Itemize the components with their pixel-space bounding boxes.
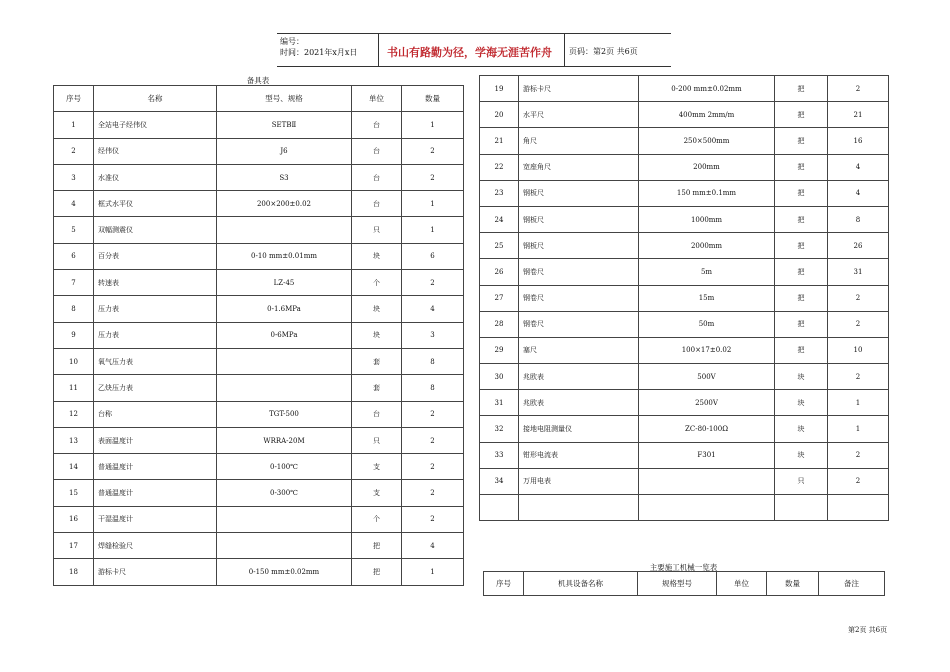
equipment-table-left (53, 85, 464, 586)
cell-name: 角尺 (519, 128, 639, 154)
cell-name: 兆欧表 (519, 364, 639, 390)
cell-spec: 2500V (639, 390, 775, 416)
cell-unit: 套 (352, 348, 402, 374)
cell-spec (639, 468, 775, 494)
table-row (480, 233, 889, 259)
table-row (54, 296, 464, 322)
cell-name: 钢板尺 (519, 180, 639, 206)
cell-index: 1 (54, 112, 94, 138)
cell-index: 32 (480, 416, 519, 442)
table-row (480, 468, 889, 494)
cell-qty: 21 (828, 102, 889, 128)
cell-spec: 0-100℃ (217, 454, 352, 480)
column-header: 备注 (819, 572, 885, 596)
cell-qty: 4 (828, 154, 889, 180)
table-row (480, 416, 889, 442)
cell-unit: 台 (352, 112, 402, 138)
table-row (480, 76, 889, 102)
cell-name: 钢板尺 (519, 206, 639, 232)
cell-name: 经伟仪 (94, 138, 217, 164)
cell-qty: 2 (402, 506, 464, 532)
cell-qty: 8 (828, 206, 889, 232)
cell-qty: 4 (402, 296, 464, 322)
header-divider (564, 34, 565, 66)
table-row (54, 427, 464, 453)
cell-index: 29 (480, 337, 519, 363)
table-row (54, 217, 464, 243)
cell-index: 26 (480, 259, 519, 285)
empty-cell (828, 495, 889, 521)
cell-name: 表面温度计 (94, 427, 217, 453)
cell-unit: 台 (352, 138, 402, 164)
cell-unit: 把 (775, 102, 828, 128)
table-row (480, 180, 889, 206)
cell-unit: 把 (775, 206, 828, 232)
cell-spec: J6 (217, 138, 352, 164)
table-row (480, 337, 889, 363)
cell-name: 双幅测震仪 (94, 217, 217, 243)
cell-spec: 100×17±0.02 (639, 337, 775, 363)
cell-unit: 支 (352, 454, 402, 480)
cell-spec: LZ-45 (217, 270, 352, 296)
cell-name: 框式水平仪 (94, 191, 217, 217)
cell-name: 宽座角尺 (519, 154, 639, 180)
cell-name: 游标卡尺 (94, 559, 217, 585)
cell-unit: 套 (352, 375, 402, 401)
table-row (54, 454, 464, 480)
cell-name: 压力表 (94, 296, 217, 322)
cell-name: 全站电子经伟仪 (94, 112, 217, 138)
table-row (54, 401, 464, 427)
cell-spec (217, 217, 352, 243)
cell-index: 20 (480, 102, 519, 128)
cell-index: 31 (480, 390, 519, 416)
cell-unit: 把 (775, 311, 828, 337)
cell-qty: 4 (828, 180, 889, 206)
cell-index: 12 (54, 401, 94, 427)
cell-unit: 个 (352, 506, 402, 532)
number-label: 编号： (280, 37, 304, 46)
cell-qty: 2 (828, 311, 889, 337)
cell-qty: 2 (828, 468, 889, 494)
cell-unit: 把 (775, 259, 828, 285)
cell-spec: 500V (639, 364, 775, 390)
cell-qty: 1 (402, 217, 464, 243)
empty-cell (775, 495, 828, 521)
cell-qty: 2 (402, 427, 464, 453)
cell-qty: 31 (828, 259, 889, 285)
cell-name: 乙炔压力表 (94, 375, 217, 401)
table-row (54, 164, 464, 190)
table-row (54, 112, 464, 138)
cell-index: 24 (480, 206, 519, 232)
table-row (480, 364, 889, 390)
table-row (54, 270, 464, 296)
cell-spec: 150 mm±0.1mm (639, 180, 775, 206)
cell-unit: 把 (352, 533, 402, 559)
cell-qty: 1 (828, 390, 889, 416)
cell-name: 钳形电流表 (519, 442, 639, 468)
table-row (480, 259, 889, 285)
cell-spec: 0-200 mm±0.02mm (639, 76, 775, 102)
cell-unit: 台 (352, 164, 402, 190)
cell-index: 23 (480, 180, 519, 206)
table-row (54, 322, 464, 348)
cell-index: 9 (54, 322, 94, 348)
cell-name: 钢卷尺 (519, 311, 639, 337)
page-footer: 第2页 共6页 (848, 626, 888, 634)
table-row (54, 533, 464, 559)
cell-qty: 16 (828, 128, 889, 154)
cell-spec: 0-1.6MPa (217, 296, 352, 322)
cell-name: 兆欧表 (519, 390, 639, 416)
cell-name: 万用电表 (519, 468, 639, 494)
cell-index: 17 (54, 533, 94, 559)
column-header: 序号 (484, 572, 524, 596)
cell-name: 百分表 (94, 243, 217, 269)
cell-index: 34 (480, 468, 519, 494)
cell-qty: 2 (402, 270, 464, 296)
cell-qty: 10 (828, 337, 889, 363)
cell-index: 33 (480, 442, 519, 468)
cell-name: 塞尺 (519, 337, 639, 363)
cell-qty: 2 (828, 364, 889, 390)
cell-index: 15 (54, 480, 94, 506)
empty-cell (480, 495, 519, 521)
cell-spec: 5m (639, 259, 775, 285)
cell-unit: 把 (775, 76, 828, 102)
cell-qty: 4 (402, 533, 464, 559)
cell-spec: F301 (639, 442, 775, 468)
cell-spec: ZC-80-100Ω (639, 416, 775, 442)
cell-unit: 块 (352, 243, 402, 269)
cell-qty: 2 (402, 138, 464, 164)
cell-unit: 把 (775, 285, 828, 311)
table-row (54, 506, 464, 532)
cell-qty: 2 (402, 164, 464, 190)
table-row (480, 311, 889, 337)
table-row (54, 243, 464, 269)
machines-table-title: 主要施工机械一览表 (649, 563, 718, 572)
cell-unit: 台 (352, 401, 402, 427)
cell-unit: 块 (775, 364, 828, 390)
cell-index: 21 (480, 128, 519, 154)
cell-spec: TGT-500 (217, 401, 352, 427)
cell-spec: 200×200±0.02 (217, 191, 352, 217)
cell-unit: 只 (352, 427, 402, 453)
table-row (480, 206, 889, 232)
cell-spec: S3 (217, 164, 352, 190)
table-row (54, 138, 464, 164)
empty-cell (519, 495, 639, 521)
cell-unit: 把 (775, 128, 828, 154)
cell-index: 22 (480, 154, 519, 180)
cell-name: 钢卷尺 (519, 259, 639, 285)
cell-name: 台称 (94, 401, 217, 427)
cell-spec: 0-10 mm±0.01mm (217, 243, 352, 269)
cell-name: 普通温度计 (94, 454, 217, 480)
cell-qty: 2 (828, 76, 889, 102)
table-row (54, 375, 464, 401)
cell-unit: 个 (352, 270, 402, 296)
column-header: 单位 (352, 86, 402, 112)
cell-name: 钢板尺 (519, 233, 639, 259)
cell-index: 11 (54, 375, 94, 401)
header-meta (280, 36, 357, 58)
cell-index: 27 (480, 285, 519, 311)
header-divider (378, 34, 379, 66)
cell-name: 水准仪 (94, 164, 217, 190)
cell-name: 接地电阻测量仪 (519, 416, 639, 442)
cell-index: 6 (54, 243, 94, 269)
equipment-table-title: 备具表 (246, 76, 270, 85)
table-row (480, 102, 889, 128)
cell-name: 干湿温度计 (94, 506, 217, 532)
column-header: 型号、规格 (217, 86, 352, 112)
cell-name: 钢卷尺 (519, 285, 639, 311)
cell-name: 氧气压力表 (94, 348, 217, 374)
cell-unit: 块 (775, 416, 828, 442)
cell-spec: 0-6MPa (217, 322, 352, 348)
table-header-row (484, 572, 885, 596)
cell-spec: 2000mm (639, 233, 775, 259)
cell-index: 28 (480, 311, 519, 337)
column-header: 单位 (717, 572, 767, 596)
cell-qty: 2 (402, 480, 464, 506)
page-header (277, 33, 671, 67)
column-header: 序号 (54, 86, 94, 112)
cell-unit: 把 (352, 559, 402, 585)
cell-qty: 26 (828, 233, 889, 259)
cell-qty: 6 (402, 243, 464, 269)
cell-spec: 0-300℃ (217, 480, 352, 506)
cell-unit: 支 (352, 480, 402, 506)
cell-qty: 1 (828, 416, 889, 442)
cell-unit: 只 (352, 217, 402, 243)
cell-qty: 1 (402, 191, 464, 217)
cell-qty: 2 (828, 285, 889, 311)
cell-unit: 把 (775, 337, 828, 363)
cell-index: 3 (54, 164, 94, 190)
cell-spec: 15m (639, 285, 775, 311)
cell-index: 4 (54, 191, 94, 217)
cell-index: 30 (480, 364, 519, 390)
table-row (480, 154, 889, 180)
cell-index: 2 (54, 138, 94, 164)
cell-qty: 2 (828, 442, 889, 468)
cell-spec: 400mm 2mm/m (639, 102, 775, 128)
cell-qty: 1 (402, 112, 464, 138)
cell-qty: 2 (402, 401, 464, 427)
column-header: 名称 (94, 86, 217, 112)
cell-spec: SETBⅡ (217, 112, 352, 138)
cell-index: 8 (54, 296, 94, 322)
table-header-row (54, 86, 464, 112)
equipment-table-right (479, 75, 889, 521)
table-row (54, 480, 464, 506)
table-row (480, 285, 889, 311)
table-row (54, 559, 464, 585)
empty-cell (639, 495, 775, 521)
cell-unit: 把 (775, 154, 828, 180)
table-row (54, 348, 464, 374)
cell-index: 16 (54, 506, 94, 532)
cell-unit: 把 (775, 233, 828, 259)
cell-spec (217, 375, 352, 401)
cell-qty: 8 (402, 375, 464, 401)
empty-row (480, 495, 889, 521)
table-row (480, 128, 889, 154)
cell-index: 25 (480, 233, 519, 259)
cell-index: 10 (54, 348, 94, 374)
cell-index: 7 (54, 270, 94, 296)
cell-spec: 250×500mm (639, 128, 775, 154)
cell-spec: 200mm (639, 154, 775, 180)
cell-qty: 1 (402, 559, 464, 585)
cell-unit: 把 (775, 180, 828, 206)
cell-name: 压力表 (94, 322, 217, 348)
cell-spec: 1000mm (639, 206, 775, 232)
table-row (480, 442, 889, 468)
cell-index: 19 (480, 76, 519, 102)
cell-index: 5 (54, 217, 94, 243)
cell-spec (217, 506, 352, 532)
cell-unit: 块 (775, 442, 828, 468)
cell-qty: 2 (402, 454, 464, 480)
cell-spec: 0-150 mm±0.02mm (217, 559, 352, 585)
cell-spec (217, 348, 352, 374)
cell-unit: 台 (352, 191, 402, 217)
cell-spec: 50m (639, 311, 775, 337)
table-row (480, 390, 889, 416)
cell-unit: 只 (775, 468, 828, 494)
cell-name: 游标卡尺 (519, 76, 639, 102)
cell-unit: 块 (775, 390, 828, 416)
cell-qty: 3 (402, 322, 464, 348)
cell-index: 13 (54, 427, 94, 453)
cell-spec (217, 533, 352, 559)
cell-unit: 块 (352, 322, 402, 348)
cell-index: 14 (54, 454, 94, 480)
cell-name: 焊缝检验尺 (94, 533, 217, 559)
cell-name: 水平尺 (519, 102, 639, 128)
column-header: 数量 (402, 86, 464, 112)
cell-name: 转速表 (94, 270, 217, 296)
cell-spec: WRRA-20M (217, 427, 352, 453)
cell-qty: 8 (402, 348, 464, 374)
cell-index: 18 (54, 559, 94, 585)
time-label: 时间：2021年x月x日 (280, 48, 358, 57)
cell-name: 普通温度计 (94, 480, 217, 506)
column-header: 机具设备名称 (524, 572, 638, 596)
header-page-label: 页码：第2页 共6页 (569, 47, 638, 56)
header-motto: 书山有路勤为径，学海无涯苦作舟 (387, 46, 552, 59)
cell-unit: 块 (352, 296, 402, 322)
machines-table (483, 571, 885, 596)
table-row (54, 191, 464, 217)
column-header: 数量 (767, 572, 819, 596)
column-header: 规格型号 (638, 572, 717, 596)
